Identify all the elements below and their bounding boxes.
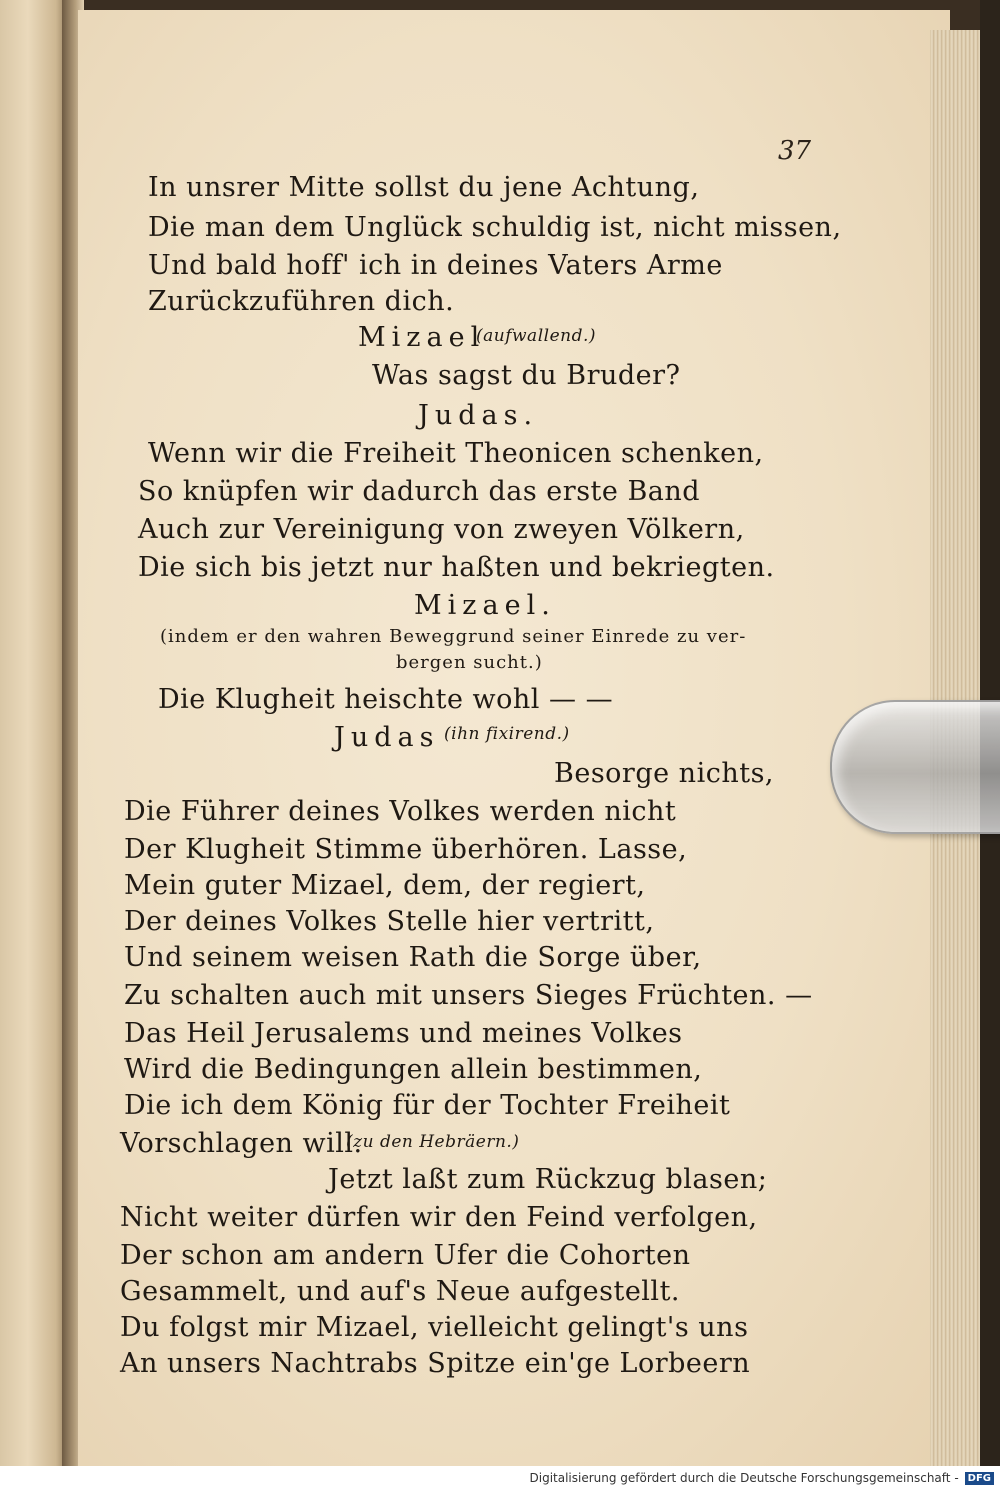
text-line: (zu den Hebräern.) xyxy=(346,1132,520,1152)
text-line: Der schon am andern Ufer die Cohorten xyxy=(120,1240,691,1271)
text-line: Mizael. xyxy=(414,590,556,621)
text-line: Die man dem Unglück schuldig ist, nicht missen, xyxy=(148,212,842,243)
text-line: (indem er den wahren Beweggrund seiner Einrede zu ver- xyxy=(160,626,747,647)
text-line: Nicht weiter dürfen wir den Feind verfolgen, xyxy=(120,1202,758,1233)
text-line: (ihn fixirend.) xyxy=(444,724,570,744)
page-number: 37 xyxy=(778,136,812,166)
text-line: Jetzt laßt zum Rückzug blasen; xyxy=(328,1164,768,1195)
text-line: Mizael xyxy=(358,322,486,353)
text-line: Die sich bis jetzt nur haßten und bekriegten. xyxy=(138,552,775,583)
text-line: Wenn wir die Freiheit Theonicen schenken, xyxy=(148,438,764,469)
text-line: Der deines Volkes Stelle hier vertritt, xyxy=(124,906,655,937)
text-line: Und seinem weisen Rath die Sorge über, xyxy=(124,942,702,973)
text-line: Die ich dem König für der Tochter Freiheit xyxy=(124,1090,731,1121)
text-line: Judas. xyxy=(418,400,539,431)
text-line: (aufwallend.) xyxy=(476,326,596,346)
text-line: An unsers Nachtrabs Spitze ein'ge Lorbeern xyxy=(120,1348,751,1379)
text-line: Was sagst du Bruder? xyxy=(372,360,681,391)
footer-credit: Digitalisierung gefördert durch die Deutsche Forschungsgemeinschaft - xyxy=(529,1471,959,1485)
text-line: Gesammelt, und auf's Neue aufgestellt. xyxy=(120,1276,681,1307)
text-line: Du folgst mir Mizael, vielleicht gelingt's uns xyxy=(120,1312,749,1343)
text-line: Das Heil Jerusalems und meines Volkes xyxy=(124,1018,683,1049)
footer-bar xyxy=(0,1466,1000,1490)
text-line: Die Klugheit heischte wohl — — xyxy=(158,684,614,715)
text-line: Wird die Bedingungen allein bestimmen, xyxy=(124,1054,703,1085)
text-line: Auch zur Vereinigung von zweyen Völkern, xyxy=(138,514,745,545)
text-line: bergen sucht.) xyxy=(396,652,543,673)
text-line: Zurückzuführen dich. xyxy=(148,286,455,317)
page-clip xyxy=(830,700,1000,834)
left-page-edge xyxy=(0,0,70,1466)
text-line: Mein guter Mizael, dem, der regiert, xyxy=(124,870,646,901)
text-line: Zu schalten auch mit unsers Sieges Früchten. — xyxy=(124,980,813,1011)
dfg-logo-icon: DFG xyxy=(965,1472,994,1485)
text-line: In unsrer Mitte sollst du jene Achtung, xyxy=(148,172,700,203)
text-line: Vorschlagen will. xyxy=(120,1128,363,1159)
text-line: Der Klugheit Stimme überhören. Lasse, xyxy=(124,834,688,865)
text-line: Besorge nichts, xyxy=(554,758,775,789)
text-line: Judas xyxy=(334,722,440,753)
text-line: So knüpfen wir dadurch das erste Band xyxy=(138,476,701,507)
text-line: Die Führer deines Volkes werden nicht xyxy=(124,796,677,827)
text-line: Und bald hoff' ich in deines Vaters Arme xyxy=(148,250,723,281)
